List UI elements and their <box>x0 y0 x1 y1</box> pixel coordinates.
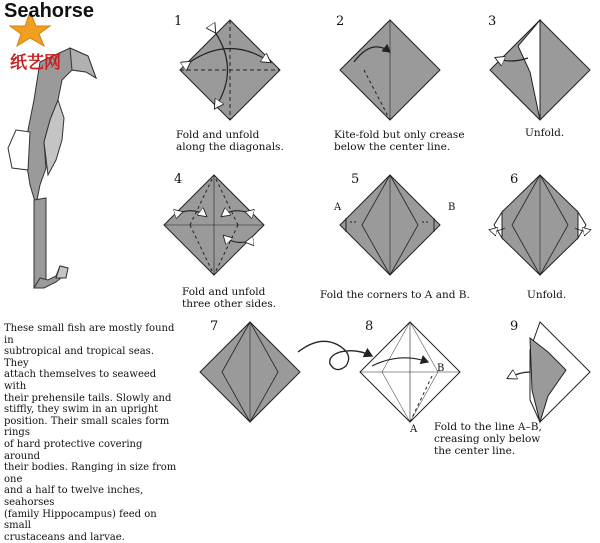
step-2-diagram <box>340 20 440 120</box>
step-2-caption: Kite-fold but only crease below the center line. <box>334 129 465 153</box>
step-number-8: 8 <box>365 319 374 334</box>
step-3-diagram <box>490 20 590 120</box>
step-4-diagram <box>164 175 264 275</box>
step-6-diagram <box>490 175 590 275</box>
step-6-caption: Unfold. <box>527 289 567 301</box>
step-number-5: 5 <box>351 172 360 187</box>
page-title: Seahorse <box>4 0 95 22</box>
step-number-6: 6 <box>510 172 519 187</box>
step-5-label-b: B <box>448 202 456 213</box>
seahorse-illustration <box>8 48 96 288</box>
step-number-3: 3 <box>488 14 497 29</box>
step-5-diagram <box>340 175 440 275</box>
step-number-1: 1 <box>174 14 183 29</box>
step-9-diagram <box>508 322 590 422</box>
step-7-diagram <box>200 322 300 422</box>
step-number-9: 9 <box>510 319 519 334</box>
step-3-caption: Unfold. <box>525 127 565 139</box>
step-8-label-a: A <box>410 424 418 435</box>
step-5-caption: Fold the corners to A and B. <box>320 289 470 301</box>
step-4-caption: Fold and unfold three other sides. <box>182 286 277 310</box>
step-number-7: 7 <box>210 319 219 334</box>
step-8-diagram <box>360 322 460 422</box>
step-1-diagram <box>180 20 280 120</box>
description-paragraph: These small fish are mostly found in subtropical and tropical seas. They attach themselves to seaweed with their prehensile tails. Slowly and stiffly, they swim in an upright position. Their small scales form rings of hard protective covering around their bodies. Ranging in size from one and a half to twelve inches, seahorses (family Hippocampus) feed on small crustaceans and larvae. <box>4 323 177 543</box>
step-8-caption: Fold to the line A–B, creasing only below the center line. <box>434 421 542 457</box>
turn-over-arrow-icon <box>298 341 372 369</box>
step-1-caption: Fold and unfold along the diagonals. <box>176 129 284 153</box>
step-number-4: 4 <box>174 172 183 187</box>
logo-text: 纸艺网 <box>10 53 61 73</box>
step-5-label-a: A <box>334 202 342 213</box>
step-8-label-b: B <box>437 363 445 374</box>
step-number-2: 2 <box>336 14 345 29</box>
